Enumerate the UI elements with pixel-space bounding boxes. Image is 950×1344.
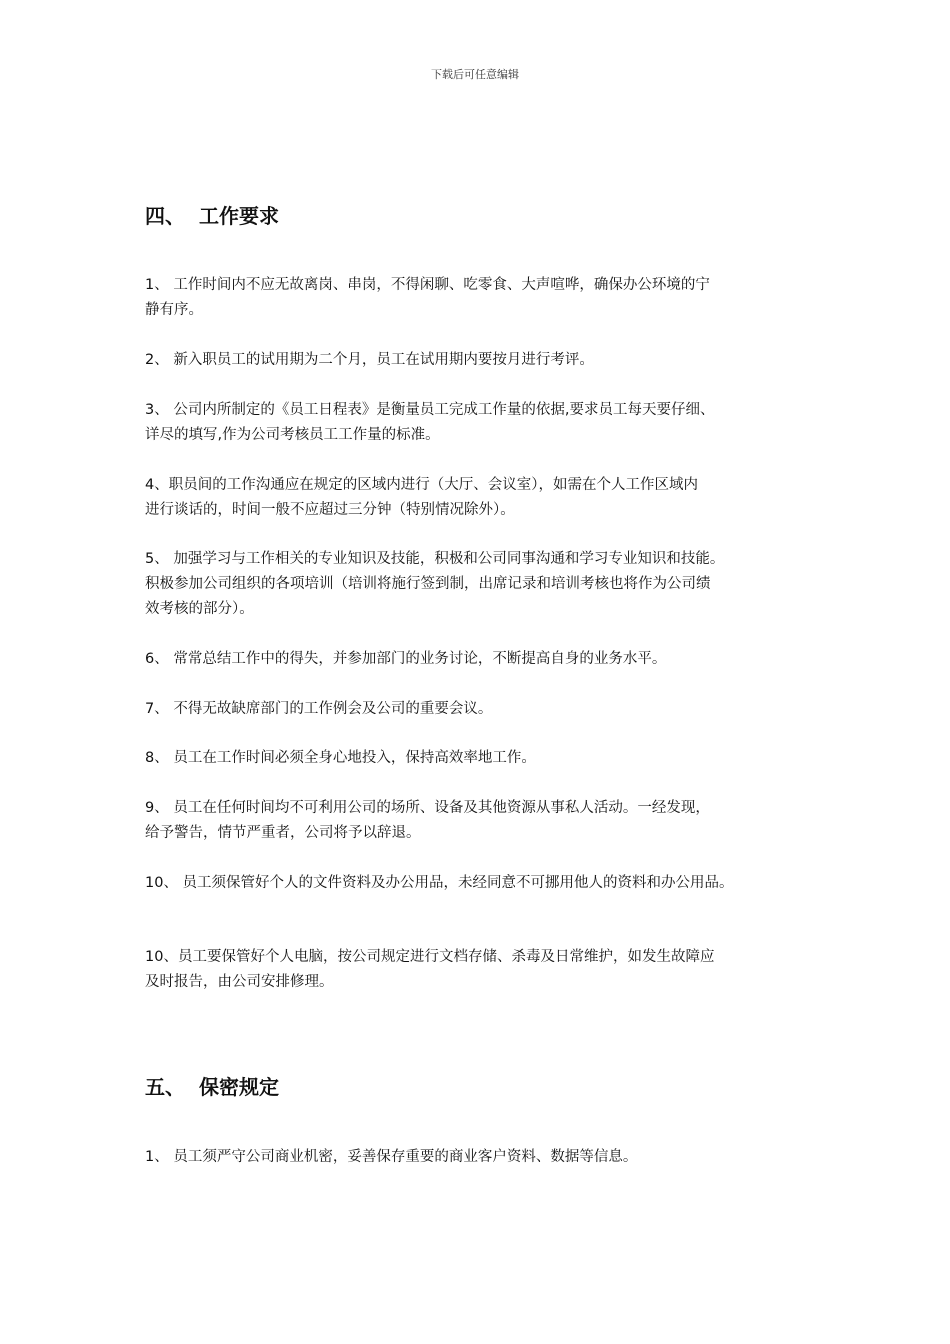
paragraph-line: 进行谈话的，时间一般不应超过三分钟（特别情况除外）。 — [145, 502, 515, 518]
paragraph-line: 2、 新入职员工的试用期为二个月，员工在试用期内要按月进行考评。 — [145, 352, 594, 368]
paragraph-line: 7、 不得无故缺席部门的工作例会及公司的重要会议。 — [145, 701, 493, 717]
section-4-title: 工作要求 — [199, 204, 279, 228]
section-5-heading — [145, 1071, 279, 1100]
paragraph-line: 3、 公司内所制定的《员工日程表》是衡量员工完成工作量的依据,要求员工每天要仔细、 — [145, 402, 715, 418]
paragraph-line: 1、 员工须严守公司商业机密，妥善保存重要的商业客户资料、数据等信息。 — [145, 1149, 638, 1165]
section-5-title: 保密规定 — [199, 1075, 279, 1099]
paragraph-4-11 — [145, 945, 825, 995]
paragraph-line: 及时报告，由公司安排修理。 — [145, 974, 334, 990]
paragraph-4-1 — [145, 273, 825, 323]
paragraph-line: 1、 工作时间内不应无故离岗、串岗，不得闲聊、吃零食、大声喧哗，确保办公环境的宁 — [145, 277, 710, 293]
paragraph-line: 8、 员工在工作时间必须全身心地投入，保持高效率地工作。 — [145, 750, 536, 766]
paragraph-line: 10、 员工须保管好个人的文件资料及办公用品，未经同意不可挪用他人的资料和办公用品。 — [145, 875, 734, 891]
paragraph-4-7 — [145, 697, 825, 722]
paragraph-line: 详尽的填写,作为公司考核员工工作量的标准。 — [145, 427, 440, 443]
header-note: 下载后可任意编辑 — [431, 68, 519, 81]
section-5-number: 五、 — [145, 1075, 185, 1099]
paragraph-4-5 — [145, 547, 825, 622]
paragraph-line: 10、员工要保管好个人电脑，按公司规定进行文档存储、杀毒及日常维护，如发生故障应 — [145, 949, 715, 965]
paragraph-4-6 — [145, 647, 825, 672]
paragraph-4-9 — [145, 796, 825, 846]
paragraph-line: 9、 员工在任何时间均不可利用公司的场所、设备及其他资源从事私人活动。一经发现， — [145, 800, 710, 816]
paragraph-line: 静有序。 — [145, 302, 203, 318]
paragraph-5-1 — [145, 1145, 825, 1170]
paragraph-line: 4、职员间的工作沟通应在规定的区域内进行（大厅、会议室），如需在个人工作区域内 — [145, 477, 698, 493]
section-4-heading — [145, 200, 279, 229]
paragraph-line: 积极参加公司组织的各项培训（培训将施行签到制，出席记录和培训考核也将作为公司绩 — [145, 576, 711, 592]
paragraph-line: 6、 常常总结工作中的得失，并参加部门的业务讨论，不断提高自身的业务水平。 — [145, 651, 667, 667]
paragraph-line: 给予警告，情节严重者，公司将予以辞退。 — [145, 825, 421, 841]
paragraph-4-8 — [145, 746, 825, 771]
paragraph-4-4 — [145, 473, 825, 523]
paragraph-4-10 — [145, 871, 825, 896]
paragraph-line: 效考核的部分）。 — [145, 601, 254, 617]
paragraph-line: 5、 加强学习与工作相关的专业知识及技能，积极和公司同事沟通和学习专业知识和技能。 — [145, 551, 725, 567]
paragraph-4-2 — [145, 348, 825, 373]
section-4-number: 四、 — [145, 204, 185, 228]
paragraph-4-3 — [145, 398, 825, 448]
